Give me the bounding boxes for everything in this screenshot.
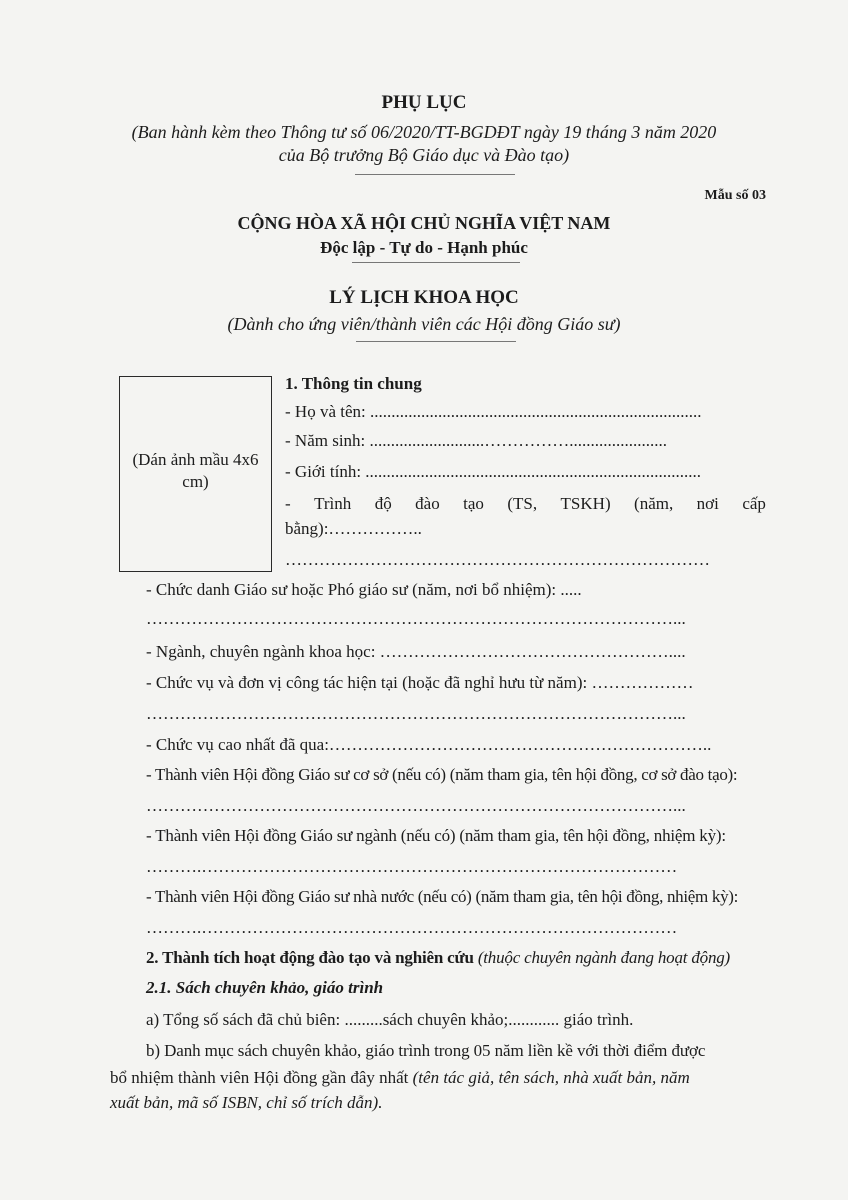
form-number: Mẫu số 03 [704,188,766,203]
section2-1-heading: 2.1. Sách chuyên khảo, giáo trình [146,978,384,997]
item-b-line-2-text: bổ nhiệm thành viên Hội đồng gần đây nhất [110,1068,413,1087]
degree-word: - [285,494,291,513]
section2-heading-main: 2. Thành tích hoạt động đào tạo và nghiên cứu [146,948,474,967]
field-degree-continued: bằng):…………….. [285,519,422,538]
document-title: LÝ LỊCH KHOA HỌC [329,287,519,308]
section1-heading: 1. Thông tin chung [285,374,422,393]
appendix-title: PHỤ LỤC [381,92,467,113]
header-divider [355,174,515,175]
degree-word: TSKH) [560,494,611,513]
degree-word: (TS, [507,494,538,513]
field-council-base-dots: …………………………………………………………………………………... [146,796,686,815]
item-a-total-books: a) Tổng số sách đã chủ biên: .........sách chuyên khảo;............ giáo trình. [146,1010,634,1029]
degree-word: độ [374,494,392,513]
issued-line-1: (Ban hành kèm theo Thông tư số 06/2020/TT-BGDĐT ngày 19 tháng 3 năm 2020 [131,122,717,142]
field-degree [285,494,766,514]
field-birth-year: - Năm sinh: ...........................……………....................... [285,431,668,450]
field-academic-title-dots: …………………………………………………………………………………... [146,609,686,628]
item-b-line-3: xuất bản, mã số ISBN, chỉ số trích dẫn). [110,1093,383,1112]
field-current-position: - Chức vụ và đơn vị công tác hiện tại (hoặc đã nghỉ hưu từ năm): ……………… [146,673,694,692]
nation-name: CỘNG HÒA XÃ HỘI CHỦ NGHĨA VIỆT NAM [237,213,611,233]
section2-heading-note: (thuộc chuyên ngành đang hoạt động) [473,948,731,967]
degree-word: Trình [314,494,352,513]
field-council-state: - Thành viên Hội đồng Giáo sư nhà nước (nếu có) (năm tham gia, tên hội đồng, nhiệm kỳ): [146,887,739,906]
field-full-name: - Họ và tên: .............................................................................. [285,402,702,421]
field-council-base: - Thành viên Hội đồng Giáo sư cơ sở (nếu có) (năm tham gia, tên hội đồng, cơ sở đào tạo): [146,765,738,784]
degree-word: nơi [696,494,719,513]
field-gender: - Giới tính: ............................................................................... [285,462,702,481]
field-current-position-dots: …………………………………………………………………………………... [146,704,686,723]
national-motto: Độc lập - Tự do - Hạnh phúc [320,238,528,257]
section2-heading [146,948,730,968]
title-divider [356,341,516,342]
item-b-line-1: b) Danh mục sách chuyên khảo, giáo trình trong 05 năm liền kề với thời điểm được [146,1041,706,1060]
field-council-branch: - Thành viên Hội đồng Giáo sư ngành (nếu có) (năm tham gia, tên hội đồng, nhiệm kỳ): [146,826,726,845]
degree-word: cấp [742,494,766,513]
degree-word: (năm, [634,494,674,513]
issued-line-2: của Bộ trưởng Bộ Giáo dục và Đào tạo) [278,145,570,165]
photo-label: (Dán ảnh mầu 4x6 cm) [132,450,259,491]
item-b-line-2-note: (tên tác giả, tên sách, nhà xuất bản, năm [412,1068,690,1087]
degree-word: đào [415,494,440,513]
degree-word: tạo [463,494,484,513]
photo-placeholder [119,376,272,572]
field-academic-title: - Chức danh Giáo sư hoặc Phó giáo sư (năm, nơi bổ nhiệm): ..... [146,580,582,599]
field-council-branch-dots: ……….………………………………………………………………………… [146,857,678,876]
field-degree-dots: ………………………………………………………………… [285,550,710,569]
field-scientific-field: - Ngành, chuyên ngành khoa học: …………………………………………….... [146,642,686,661]
motto-underline [352,262,520,263]
item-b-line-2 [110,1068,690,1088]
field-highest-position: - Chức vụ cao nhất đã qua:………………………………………………………….. [146,735,712,754]
document-subtitle: (Dành cho ứng viên/thành viên các Hội đồng Giáo sư) [227,314,621,334]
field-council-state-dots: ……….………………………………………………………………………… [146,918,678,937]
